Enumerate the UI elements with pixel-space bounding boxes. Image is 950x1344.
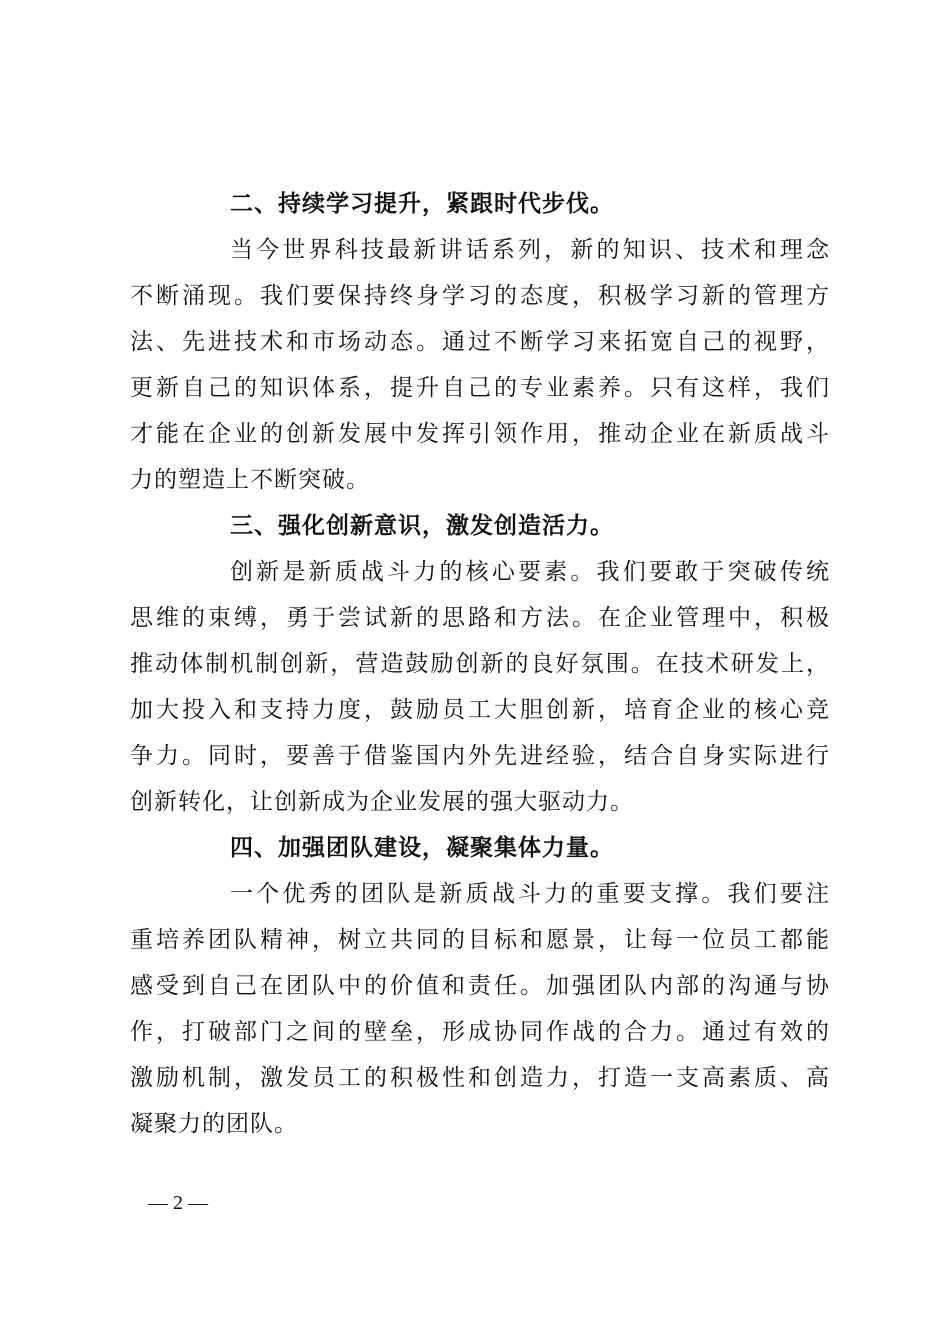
paragraph-line: 法、先进技术和市场动态。通过不断学习来拓宽自己的视野，	[130, 329, 830, 355]
paragraph-line: 不断涌现。我们要保持终身学习的态度，积极学习新的管理方	[130, 283, 830, 309]
paragraph-line: 力的塑造上不断突破。	[130, 467, 370, 493]
paragraph-line: 思维的束缚，勇于尝试新的思路和方法。在企业管理中，积极	[130, 605, 830, 631]
section-heading: 二、持续学习提升，紧跟时代步伐。	[230, 191, 614, 217]
section-paragraph	[130, 871, 830, 1147]
paragraph-line: 才能在企业的创新发展中发挥引领作用，推动企业在新质战斗	[130, 421, 830, 447]
section-heading: 四、加强团队建设，凝聚集体力量。	[230, 835, 614, 861]
section-paragraph	[130, 227, 830, 503]
section-paragraph	[130, 549, 830, 825]
section-3	[130, 503, 830, 825]
paragraph-line: 重培养团队精神，树立共同的目标和愿景，让每一位员工都能	[130, 927, 830, 953]
paragraph-line: 创新转化，让创新成为企业发展的强大驱动力。	[130, 789, 634, 815]
paragraph-line: 争力。同时，要善于借鉴国内外先进经验，结合自身实际进行	[130, 743, 830, 769]
paragraph-line: 当今世界科技最新讲话系列，新的知识、技术和理念	[230, 237, 830, 263]
paragraph-line: 凝聚力的团队。	[130, 1111, 298, 1137]
paragraph-line: 推动体制机制创新，营造鼓励创新的良好氛围。在技术研发上，	[130, 651, 830, 677]
paragraph-line: 加大投入和支持力度，鼓励员工大胆创新，培育企业的核心竞	[130, 697, 830, 723]
document-body	[130, 181, 830, 1147]
paragraph-line: 更新自己的知识体系，提升自己的专业素养。只有这样，我们	[130, 375, 830, 401]
paragraph-line: 激励机制，激发员工的积极性和创造力，打造一支高素质、高	[130, 1065, 830, 1091]
paragraph-line: 感受到自己在团队中的价值和责任。加强团队内部的沟通与协	[130, 973, 830, 999]
page-number: — 2 —	[148, 1192, 208, 1214]
paragraph-line: 一个优秀的团队是新质战斗力的重要支撑。我们要注	[230, 881, 830, 907]
section-heading: 三、强化创新意识，激发创造活力。	[230, 513, 614, 539]
paragraph-line: 作，打破部门之间的壁垒，形成协同作战的合力。通过有效的	[130, 1019, 830, 1045]
section-2	[130, 181, 830, 503]
paragraph-line: 创新是新质战斗力的核心要素。我们要敢于突破传统	[230, 559, 830, 585]
section-4	[130, 825, 830, 1147]
